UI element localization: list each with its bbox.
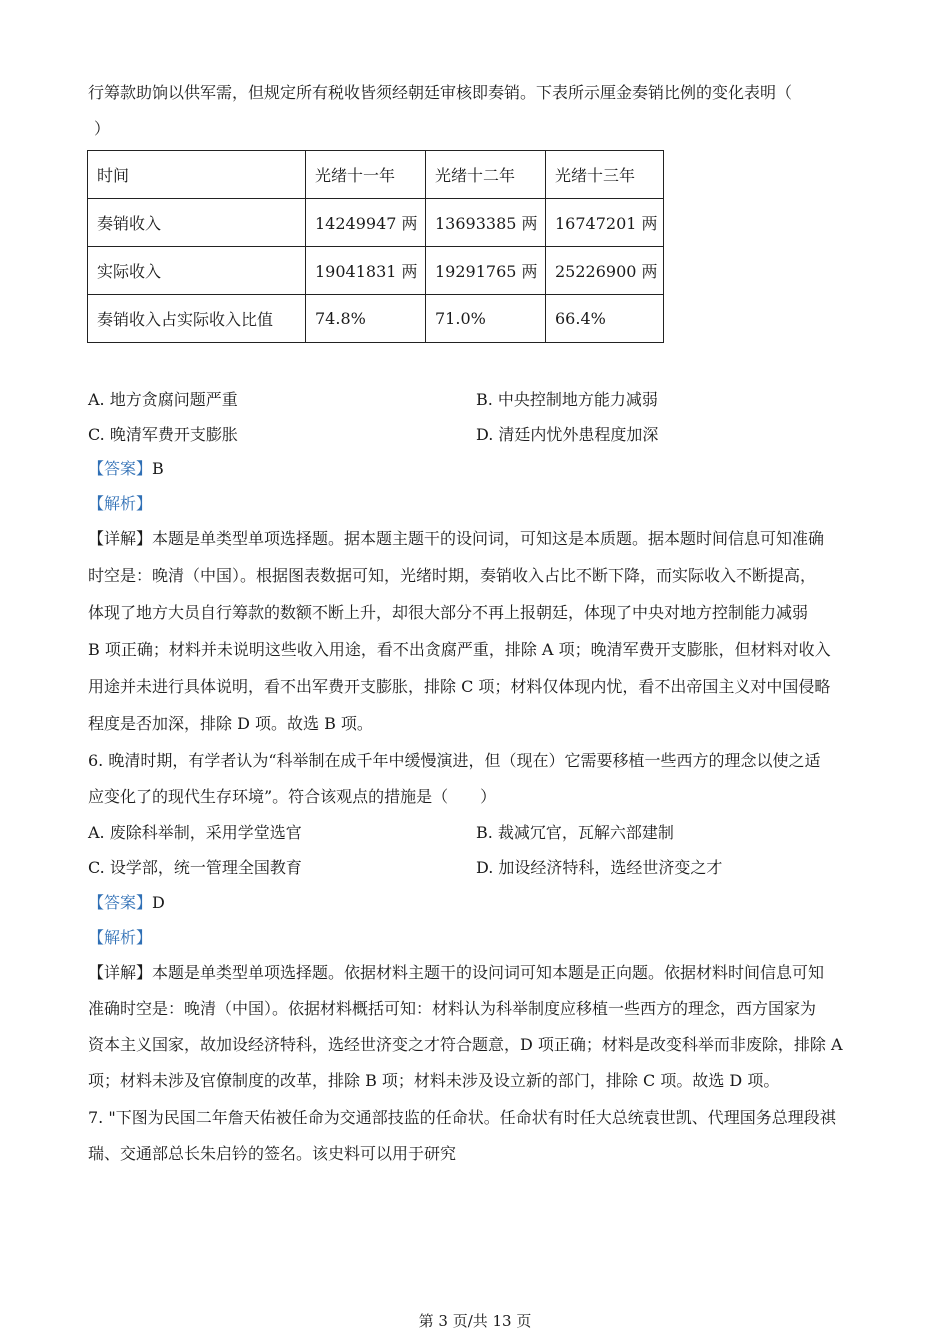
table-row	[88, 151, 664, 199]
table-row	[88, 247, 664, 295]
q6-answer	[88, 893, 165, 913]
table-cell: 13693385 两	[426, 199, 546, 247]
table-cell: 14249947 两	[306, 199, 426, 247]
table-row	[88, 295, 664, 343]
table-cell: 奏销收入	[88, 199, 306, 247]
detail-text: 本题是单类型单项选择题。据本题主题干的设问词，可知这是本质题。据本题时间信息可知准确	[152, 529, 825, 548]
table-cell: 光绪十三年	[546, 151, 664, 199]
q5-option-b: B. 中央控制地方能力减弱	[476, 390, 658, 409]
table-cell: 74.8%	[306, 295, 426, 343]
table-cell: 实际收入	[88, 247, 306, 295]
q6-detail-line	[88, 963, 824, 983]
q6-detail-line: 项；材料未涉及官僚制度的改革，排除 B 项；材料未涉及设立新的部门，排除 C 项。故选 D 项。	[88, 1071, 780, 1090]
q5-detail-line: 用途并未进行具体说明，看不出军费开支膨胀，排除 C 项；材料仅体现内忧，看不出帝国主义对中国侵略	[88, 677, 831, 696]
q6-stem-line: 应变化了的现代生存环境”。符合该观点的措施是（ ）	[88, 787, 497, 806]
q6-detail-line: 资本主义国家，故加设经济特科，选经世济变之才符合题意，D 项正确；材料是改变科举而非废除，排除 A	[88, 1035, 843, 1054]
intro-line-1: 行筹款助饷以供军需，但规定所有税收皆须经朝廷审核即奏销。下表所示厘金奏销比例的变化表明（	[88, 83, 793, 102]
likin-table	[87, 150, 664, 343]
q5-detail-line: B 项正确；材料并未说明这些收入用途，看不出贪腐严重，排除 A 项；晚清军费开支膨胀，但材料对收入	[88, 640, 831, 659]
q5-answer	[88, 459, 164, 479]
table-cell: 25226900 两	[546, 247, 664, 295]
q6-stem-line: 6. 晚清时期，有学者认为“科举制在成千年中缓慢演进，但（现在）它需要移植一些西方的理念以使之适	[88, 751, 821, 770]
q5-detail-line: 程度是否加深，排除 D 项。故选 B 项。	[88, 714, 373, 733]
q5-option-c: C. 晚清军费开支膨胀	[88, 425, 238, 444]
table-cell: 光绪十一年	[306, 151, 426, 199]
q6-detail-line: 准确时空是：晚清（中国）。依据材料概括可知：材料认为科举制度应移植一些西方的理念，西方国家为	[88, 999, 817, 1018]
table-cell: 71.0%	[426, 295, 546, 343]
q5-detail-line: 体现了地方大员自行筹款的数额不断上升，却很大部分不再上报朝廷，体现了中央对地方控制能力减弱	[88, 603, 809, 622]
q5-option-a: A. 地方贪腐问题严重	[88, 390, 238, 409]
table-cell: 时间	[88, 151, 306, 199]
detail-tag: 【详解】	[88, 529, 153, 548]
intro-line-2: ）	[94, 119, 111, 138]
table-row	[88, 199, 664, 247]
detail-text: 本题是单类型单项选择题。依据材料主题干的设问词可知本题是正向题。依据材料时间信息可知	[152, 963, 825, 982]
q6-option-c: C. 设学部，统一管理全国教育	[88, 858, 302, 877]
q6-analysis-tag: 【解析】	[88, 928, 153, 947]
page-footer: 第 3 页/共 13 页	[418, 1312, 532, 1330]
answer-tag: 【答案】	[88, 459, 153, 478]
answer-value: D	[152, 893, 165, 912]
detail-tag: 【详解】	[88, 963, 153, 982]
q5-analysis-tag: 【解析】	[88, 494, 153, 513]
answer-value: B	[152, 459, 164, 478]
answer-tag: 【答案】	[88, 893, 153, 912]
q7-stem-line: 瑞、交通部总长朱启钤的签名。该史料可以用于研究	[88, 1144, 457, 1163]
q7-stem-line: 7. "下图为民国二年詹天佑被任命为交通部技监的任命状。任命状有时任大总统袁世凯、代理国务总理段祺	[88, 1108, 836, 1127]
q5-detail-line	[88, 529, 824, 549]
table-cell: 奏销收入占实际收入比值	[88, 295, 306, 343]
q6-option-a: A. 废除科举制，采用学堂选官	[88, 823, 302, 842]
table-cell: 16747201 两	[546, 199, 664, 247]
q6-option-b: B. 裁减冗官，瓦解六部建制	[476, 823, 674, 842]
table-cell: 光绪十二年	[426, 151, 546, 199]
q5-detail-line: 时空是：晚清（中国）。根据图表数据可知，光绪时期，奏销收入占比不断下降，而实际收入不断提高，	[88, 566, 817, 585]
table-cell: 66.4%	[546, 295, 664, 343]
table-cell: 19291765 两	[426, 247, 546, 295]
q6-option-d: D. 加设经济特科，选经世济变之才	[476, 858, 723, 877]
table-cell: 19041831 两	[306, 247, 426, 295]
q5-option-d: D. 清廷内忧外患程度加深	[476, 425, 659, 444]
